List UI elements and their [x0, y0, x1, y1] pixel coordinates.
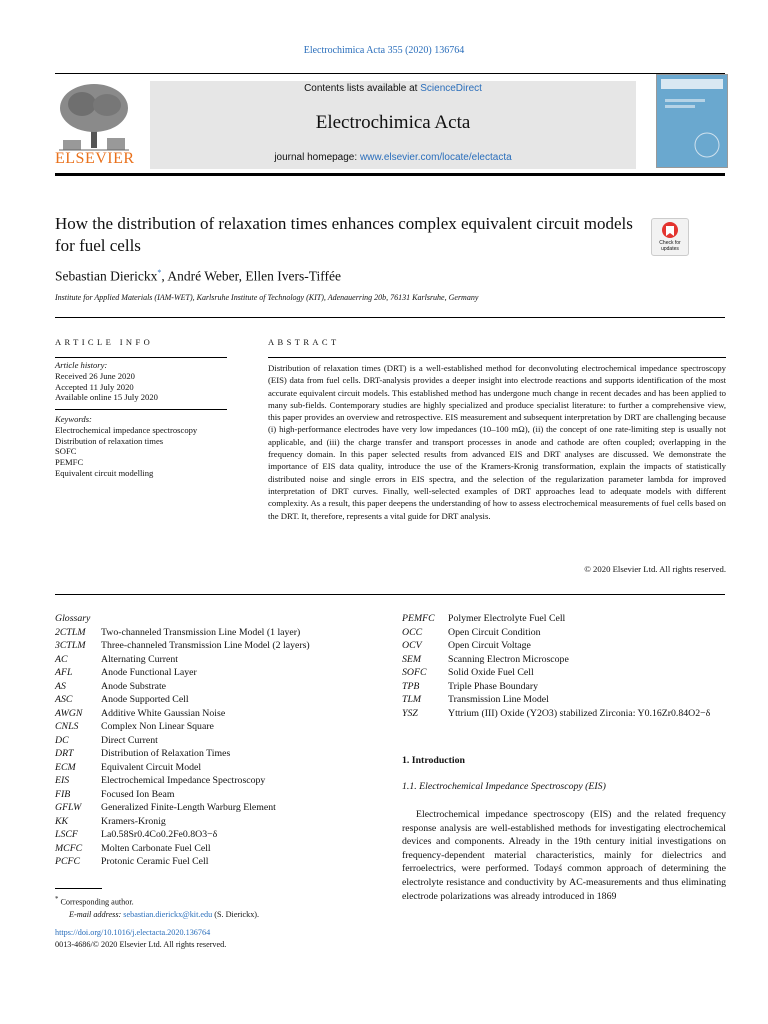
glossary-definition: Equivalent Circuit Model	[101, 761, 202, 773]
journal-homepage-link[interactable]: www.elsevier.com/locate/electacta	[359, 152, 512, 163]
introduction-paragraph: Electrochemical impedance spectroscopy (EIS) and the related frequency response analysis are well-established methods for investigating electrochemical devices and components. Already in the 19th century initial investigations on frequency-dependent material characteristics, mainly for dielectrics and ferroelectrics, were performed. Todayś common approach of determining the electrolyte resistance and conductivity by AC-measurements and thus eliminating electrode polarizations was already introduced in 1869	[402, 809, 726, 902]
check-updates-icon	[652, 219, 688, 241]
keyword: PEMFC	[55, 457, 84, 468]
glossary-definition: Distribution of Relaxation Times	[101, 748, 231, 759]
glossary-definition: Three-channeled Transmission Line Model (2 layers)	[101, 640, 310, 651]
header-bottom-rule	[55, 173, 725, 176]
glossary-abbreviation: DRT	[55, 748, 74, 759]
glossary-abbreviation: SOFC	[402, 667, 427, 678]
glossary-abbreviation: AC	[55, 653, 68, 665]
affiliation: Institute for Applied Materials (IAM-WET), Karlsruhe Institute of Technology (KIT), Adenauerring 20b, 76131 Karlsruhe, Germany	[55, 293, 479, 302]
check-for-updates-badge[interactable]	[651, 218, 689, 256]
article-info-heading: ARTICLE INFO	[55, 337, 154, 347]
glossary-definition: Transmission Line Model	[448, 694, 549, 705]
keyword: Electrochemical impedance spectroscopy	[55, 424, 198, 435]
introduction-heading: 1. Introduction	[402, 755, 465, 766]
sciencedirect-link[interactable]: ScienceDirect	[420, 83, 482, 94]
keyword: Equivalent circuit modelling	[55, 467, 154, 478]
keywords-label: Keywords:	[55, 414, 92, 424]
glossary-definition: Alternating Current	[101, 653, 178, 665]
history-label: Article history:	[55, 360, 108, 370]
glossary-definition: Electrochemical Impedance Spectroscopy	[101, 775, 266, 786]
glossary-abbreviation: AS	[55, 680, 66, 692]
glossary-definition: Yttrium (III) Oxide (Y2O3) stabilized Zirconia: Y0.16Zr0.84O2−δ	[448, 707, 711, 719]
history-received: Received 26 June 2020	[55, 370, 135, 381]
abstract-copyright: © 2020 Elsevier Ltd. All rights reserved.	[584, 564, 726, 574]
glossary-abbreviation: FIB	[55, 788, 71, 800]
glossary-definition: Solid Oxide Fuel Cell	[448, 667, 534, 678]
glossary-title: Glossary	[55, 613, 91, 624]
history-accepted: Accepted 11 July 2020	[55, 381, 134, 392]
keyword: Distribution of relaxation times	[55, 435, 164, 446]
doi-link[interactable]: https://doi.org/10.1016/j.electacta.2020.136764	[55, 928, 211, 937]
glossary-abbreviation: EIS	[55, 775, 70, 786]
abstract-text: Distribution of relaxation times (DRT) is a well-established method for deconvoluting electrochemical impedance spectroscopy (EIS) data from fuel cells. DRT-analysis provides a deeper insight into electrode reactions and supports identification of the most accurate equivalent circuit models. This established method has undergone much change in recent decades and has been applied to many sub-fields. Contemporary studies are highly specialized and produce specialist literature: to further a comprehensive view, this paper provides an overview and retrospective. EIS measurement and subsequent interpretation by DRT are challenging because (i) high-performance electrodes have very low impedances (10–100 mΩ), (ii) the concept of one rate-limiting step is usually not applicable, and (iii) the charge transfer and transport processes in anode and cathode are often coupled; overlapping in the frequency domain. In this paper selected results from advanced EIS and DRT analyses are discussed. We demonstrate the importance of EIS data quality, introduce the use of the Kramers-Kronig transformation, explain the impacts of statistically distributed noise and single errors in EIS spectra, and the selection of the regularization parameter lambda for improved interpretation of DRT curves. Finally, well-selected examples of DRT approaches lead to adequate models with different complexity. As a result, this paper deepens the understanding of how to assess electrochemical measurements of fuel cells based on the DRT. It, therefore, represents a vital guide for DRT analysis.	[268, 363, 726, 521]
corresponding-author-note: Corresponding author.	[60, 897, 134, 907]
issn-copyright: 0013-4686/© 2020 Elsevier Ltd. All rights reserved.	[55, 939, 227, 949]
glossary-definition: Molten Carbonate Fuel Cell	[101, 842, 211, 854]
cover-image-icon	[657, 75, 727, 167]
author-name: Sebastian Dierickx	[55, 268, 158, 284]
article-history	[55, 360, 255, 403]
abstract-heading: ABSTRACT	[268, 337, 340, 347]
glossary-definition: Direct Current	[101, 734, 158, 746]
glossary-abbreviation: SEM	[402, 653, 422, 665]
check-updates-label: Check for updates	[659, 240, 681, 252]
header-top-rule	[55, 73, 725, 74]
footnote: * Corresponding author. E-mail address: sebastian.dierickx@kit.edu (S. Dierickx).	[55, 896, 260, 919]
glossary-definition: La0.58Sr0.4Co0.2Fe0.8O3−δ	[101, 829, 218, 840]
glossary-definition: Anode Functional Layer	[101, 667, 197, 678]
author-email-link[interactable]: sebastian.dierickx@kit.edu	[123, 909, 213, 919]
front-matter-rule	[55, 594, 725, 595]
glossary-definition: Kramers-Kronig	[101, 815, 166, 827]
glossary-right	[402, 612, 726, 742]
glossary-definition: Triple Phase Boundary	[448, 680, 538, 692]
elsevier-logo	[55, 78, 133, 170]
glossary-definition: Two-channeled Transmission Line Model (1 layer)	[101, 626, 301, 638]
glossary-abbreviation: TLM	[402, 694, 422, 705]
doi-block	[55, 927, 226, 950]
glossary-abbreviation: TPB	[402, 680, 420, 692]
glossary-definition: Open Circuit Condition	[448, 626, 541, 638]
glossary-abbreviation: OCC	[402, 626, 423, 638]
journal-homepage-line: journal homepage: www.elsevier.com/locate/electacta	[274, 152, 512, 163]
glossary-abbreviation: AFL	[55, 667, 73, 678]
keywords-rule	[55, 409, 227, 410]
keywords	[55, 414, 255, 479]
glossary-abbreviation: AWGN	[55, 707, 83, 719]
glossary-abbreviation: YSZ	[402, 707, 418, 719]
glossary-abbreviation: CNLS	[55, 721, 79, 732]
glossary-definition: Scanning Electron Microscope	[448, 653, 569, 665]
author-name: Ellen Ivers-Tiffée	[245, 268, 341, 284]
contents-available-line: Contents lists available at ScienceDirect	[304, 83, 482, 94]
glossary-abbreviation: 2CTLM	[55, 626, 86, 638]
glossary-abbreviation: 3CTLM	[55, 640, 86, 651]
keyword: SOFC	[55, 446, 77, 457]
glossary-abbreviation: MCFC	[55, 842, 83, 854]
article-title: How the distribution of relaxation times enhances complex equivalent circuit models for fuel cells	[55, 214, 633, 255]
journal-title: Electrochimica Acta	[315, 112, 471, 133]
footnote-rule	[55, 888, 102, 889]
history-online: Available online 15 July 2020	[55, 392, 158, 403]
journal-cover-thumbnail[interactable]	[656, 74, 728, 168]
glossary-definition: Open Circuit Voltage	[448, 640, 531, 651]
glossary-left	[55, 612, 385, 872]
introduction-subheading: 1.1. Electrochemical Impedance Spectroscopy (EIS)	[402, 781, 606, 792]
glossary-definition: Protonic Ceramic Fuel Cell	[101, 856, 209, 867]
journal-citation[interactable]: Electrochimica Acta 355 (2020) 136764	[303, 45, 465, 56]
abstract-rule	[268, 357, 726, 358]
glossary-definition: Complex Non Linear Square	[101, 721, 214, 732]
glossary-abbreviation: PCFC	[55, 856, 81, 867]
glossary-abbreviation: ASC	[55, 694, 73, 705]
elsevier-wordmark: ELSEVIER	[55, 150, 135, 167]
glossary-definition: Anode Supported Cell	[101, 694, 189, 705]
article-info-rule	[55, 357, 227, 358]
glossary-abbreviation: LSCF	[55, 829, 78, 840]
title-block-rule	[55, 317, 725, 318]
glossary-abbreviation: GFLW	[55, 802, 82, 813]
glossary-definition: Polymer Electrolyte Fuel Cell	[448, 613, 566, 624]
glossary-definition: Anode Substrate	[101, 680, 167, 692]
glossary-definition: Focused Ion Beam	[101, 788, 175, 800]
glossary-abbreviation: ECM	[55, 761, 76, 773]
glossary-abbreviation: DC	[55, 734, 69, 746]
glossary-definition: Additive White Gaussian Noise	[101, 707, 226, 719]
author-name: André Weber	[167, 268, 239, 284]
author-list: Sebastian Dierickx*, André Weber, Ellen Ivers-Tiffée	[55, 268, 341, 284]
glossary-abbreviation: OCV	[402, 640, 422, 651]
glossary-abbreviation: KK	[55, 815, 69, 827]
corresponding-author-mark[interactable]: *	[157, 268, 162, 277]
glossary-definition: Generalized Finite-Length Warburg Element	[101, 802, 276, 813]
glossary-abbreviation: PEMFC	[402, 613, 435, 624]
